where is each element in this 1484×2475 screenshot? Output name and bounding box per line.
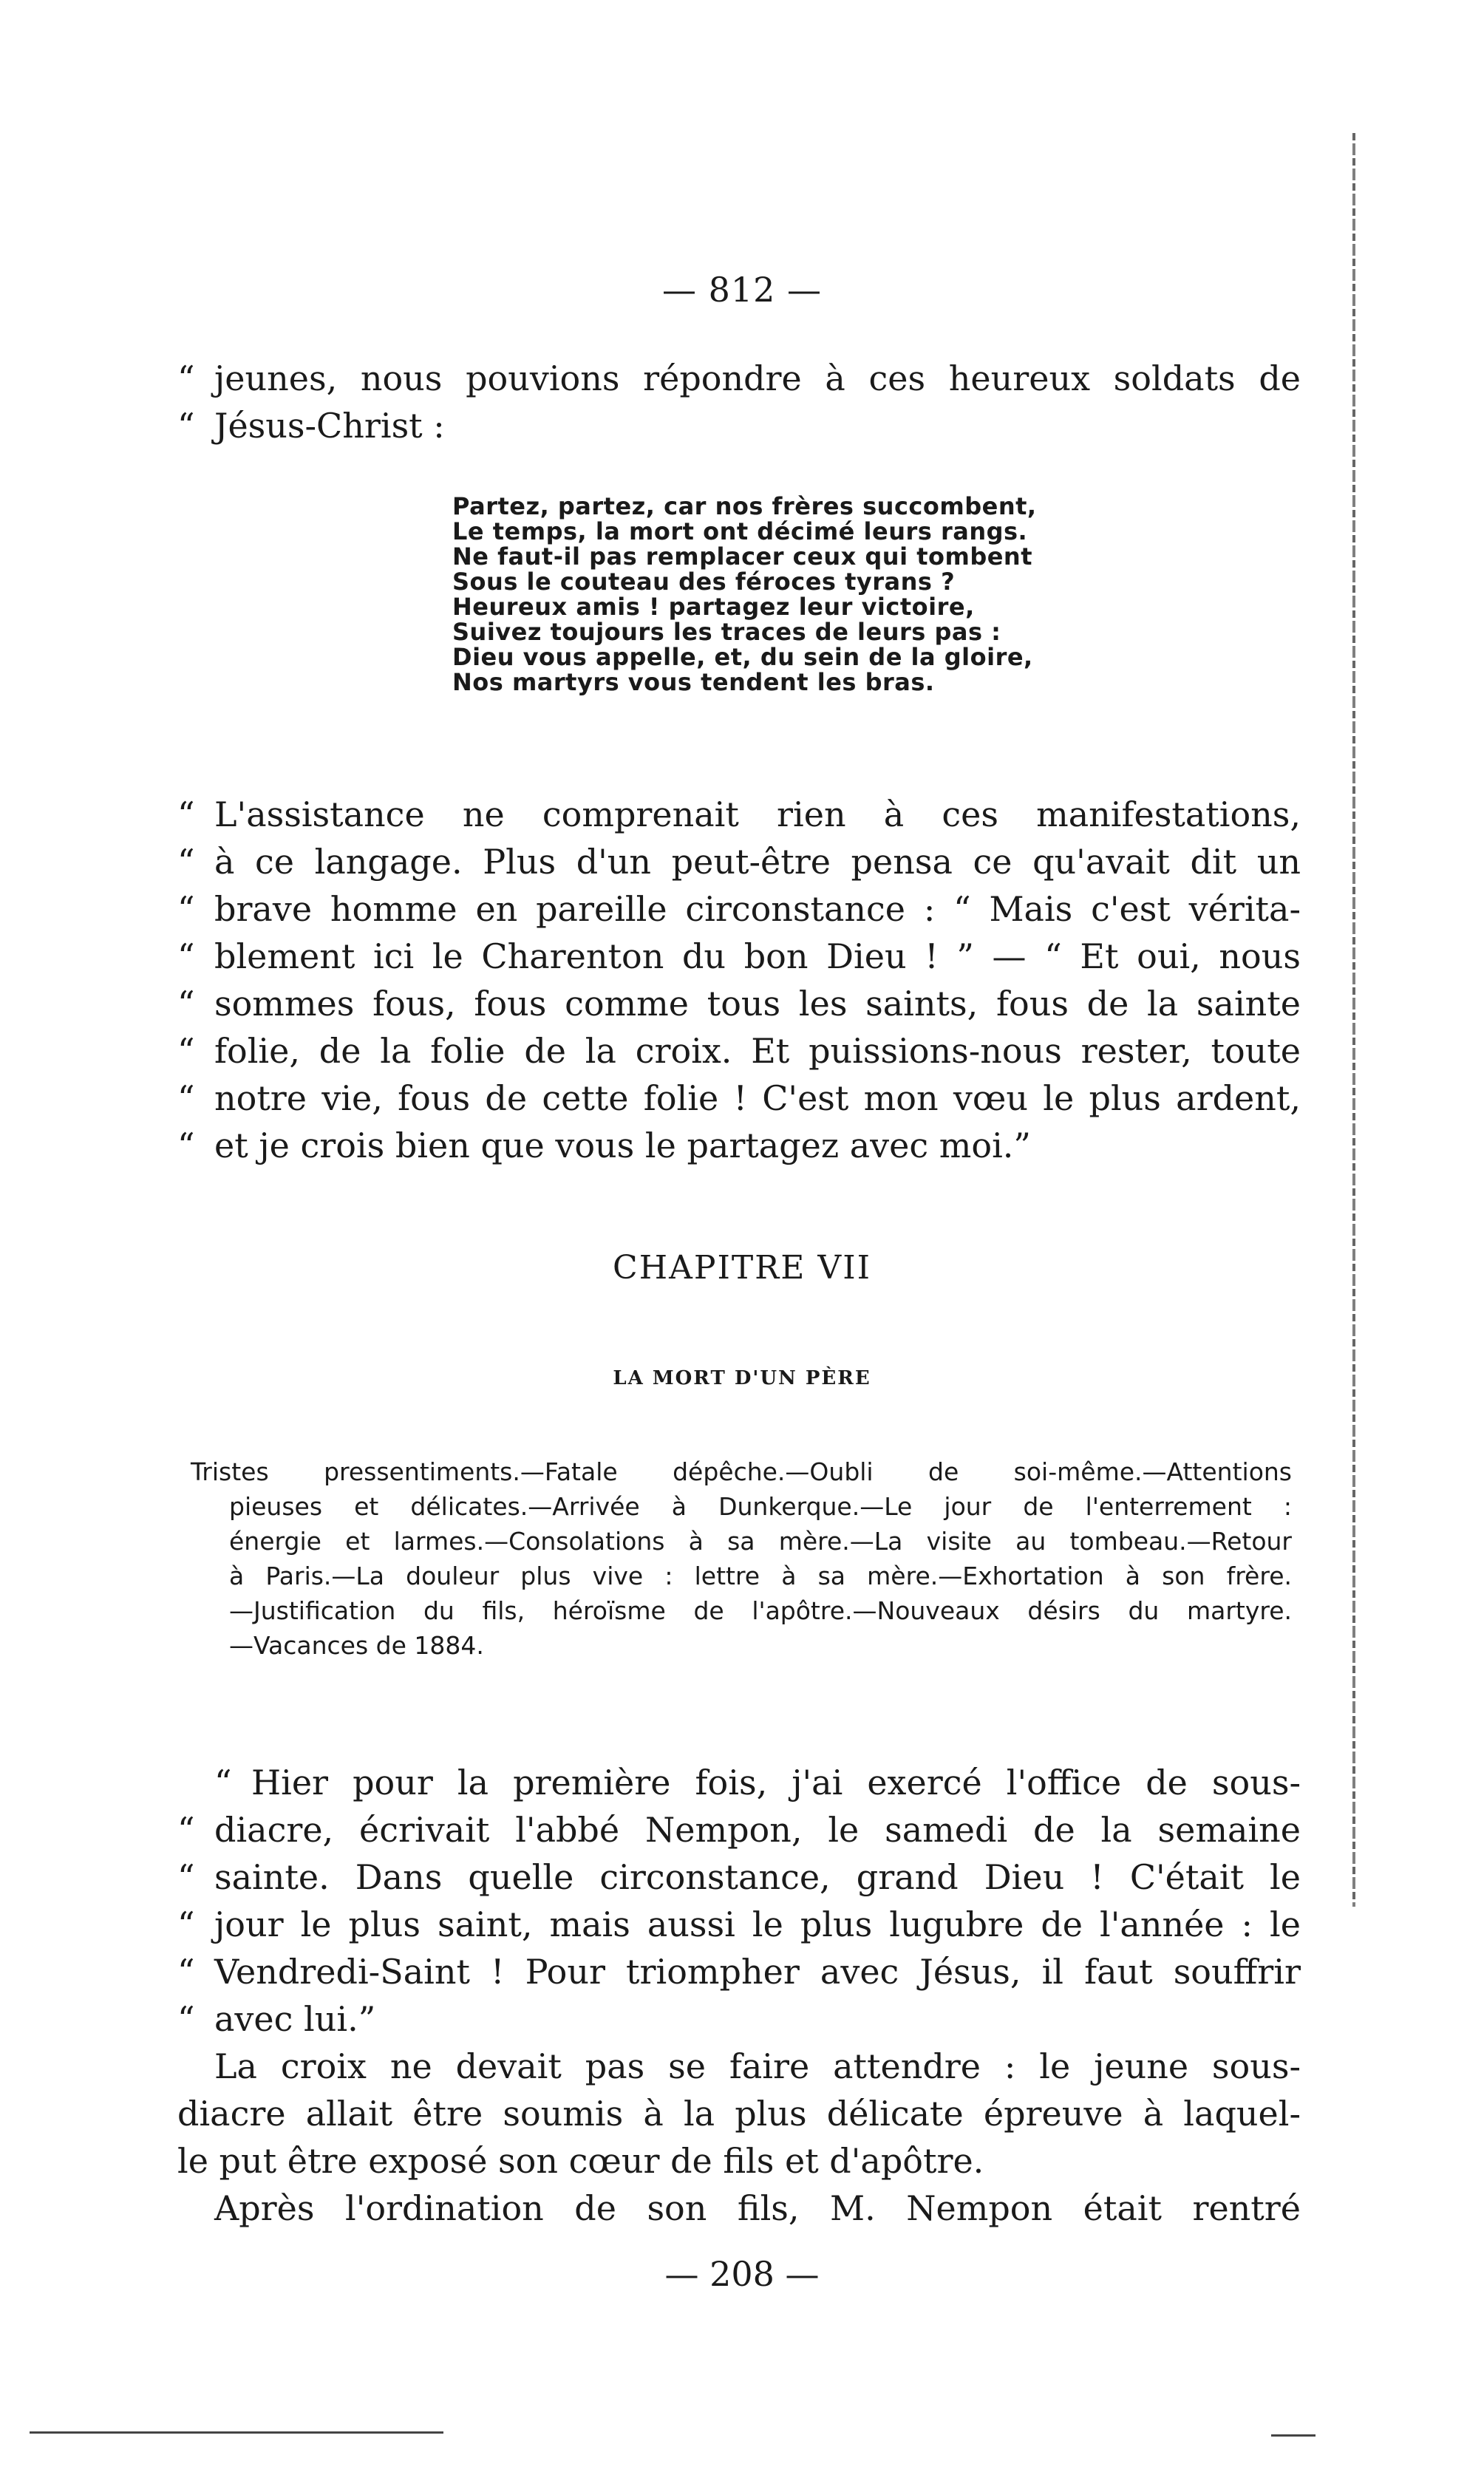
- summary-line: énergie et larmes.—Consolations à sa mère.—La visite au tombeau.—Retour: [229, 1527, 1292, 1556]
- text-line: “ Jésus-Christ :: [177, 406, 445, 446]
- bottom-rule: [30, 2431, 443, 2434]
- summary-line: à Paris.—La douleur plus vive : lettre à sa mère.—Exhortation à son frère.: [229, 1562, 1292, 1590]
- continuation-text: [177, 355, 1301, 449]
- text-line: “ jour le plus saint, mais aussi le plus lugubre de l'année : le: [177, 1904, 1301, 1944]
- poem-line: Suivez toujours les traces de leurs pas :: [452, 618, 1001, 646]
- text-line: “ Hier pour la première fois, j'ai exercé l'office de sous-: [214, 1763, 1301, 1802]
- paragraph-hier: [177, 1759, 1301, 2043]
- text-line: “ diacre, écrivait l'abbé Nempon, le samedi de la semaine: [177, 1810, 1301, 1850]
- summary-line: —Justification du fils, héroïsme de l'apôtre.—Nouveaux désirs du martyre.: [229, 1596, 1292, 1625]
- text-line: “ L'assistance ne comprenait rien à ces manifestations,: [177, 794, 1301, 834]
- text-line: “ blement ici le Charenton du bon Dieu ! ” — “ Et oui, nous: [177, 936, 1301, 976]
- text-line: La croix ne devait pas se faire attendre : le jeune sous-: [214, 2046, 1301, 2086]
- summary-line: Tristes pressentiments.—Fatale dépêche.—Oubli de soi-même.—Attentions: [191, 1457, 1292, 1486]
- poem-line: Heureux amis ! partagez leur victoire,: [452, 593, 975, 621]
- chapter-title: CHAPITRE VII: [613, 1249, 871, 1287]
- paragraph-ordination: [177, 2185, 1301, 2232]
- text-line: “ brave homme en pareille circonstance : “ Mais c'est vérita-: [177, 889, 1301, 929]
- text-line: “ Vendredi-Saint ! Pour triompher avec Jésus, il faut souffrir: [177, 1952, 1301, 1992]
- text-line: “ à ce langage. Plus d'un peut-être pensa ce qu'avait dit un: [177, 842, 1301, 882]
- text-line: “ sainte. Dans quelle circonstance, grand Dieu ! C'était le: [177, 1857, 1301, 1897]
- page-number-footer: — 208 —: [664, 2254, 820, 2294]
- bottom-rule-short: [1271, 2434, 1315, 2437]
- text-line: “ et je crois bien que vous le partagez avec moi.”: [177, 1126, 1031, 1165]
- text-line: Après l'ordination de son fils, M. Nempon était rentré: [214, 2188, 1301, 2228]
- paragraph-croix: [177, 2043, 1301, 2185]
- summary-line: pieuses et délicates.—Arrivée à Dunkerque.—Le jour de l'enterrement :: [229, 1492, 1292, 1521]
- paragraph-assistance: [177, 791, 1301, 1169]
- text-line: diacre allait être soumis à la plus délicate épreuve à laquel-: [177, 2094, 1301, 2134]
- text-line: “ notre vie, fous de cette folie ! C'est mon vœu le plus ardent,: [177, 1078, 1301, 1118]
- poem-stanza: [452, 494, 1037, 695]
- text-line: “ sommes fous, fous comme tous les saints, fous de la sainte: [177, 984, 1301, 1024]
- text-line: “ avec lui.”: [177, 1999, 376, 2039]
- text-line: “ jeunes, nous pouvions répondre à ces heureux soldats de: [177, 358, 1301, 398]
- poem-line: Ne faut-il pas remplacer ceux qui tombent: [452, 542, 1032, 571]
- text-line: “ folie, de la folie de la croix. Et puissions-nous rester, toute: [177, 1031, 1301, 1071]
- poem-line: Le temps, la mort ont décimé leurs rangs.: [452, 517, 1028, 545]
- poem-line: Partez, partez, car nos frères succombent,: [452, 492, 1037, 520]
- summary-line: —Vacances de 1884.: [229, 1631, 484, 1660]
- chapter-subtitle: LA MORT D'UN PÈRE: [613, 1367, 871, 1389]
- chapter-summary: [191, 1454, 1292, 1663]
- poem-line: Dieu vous appelle, et, du sein de la gloire,: [452, 643, 1033, 671]
- poem-line: Nos martyrs vous tendent les bras.: [452, 668, 935, 696]
- page-number-header: — 812 —: [661, 270, 823, 310]
- poem-line: Sous le couteau des féroces tyrans ?: [452, 568, 956, 596]
- text-line: le put être exposé son cœur de fils et d'apôtre.: [177, 2141, 984, 2181]
- binding-edge-mark: [1352, 133, 1355, 1907]
